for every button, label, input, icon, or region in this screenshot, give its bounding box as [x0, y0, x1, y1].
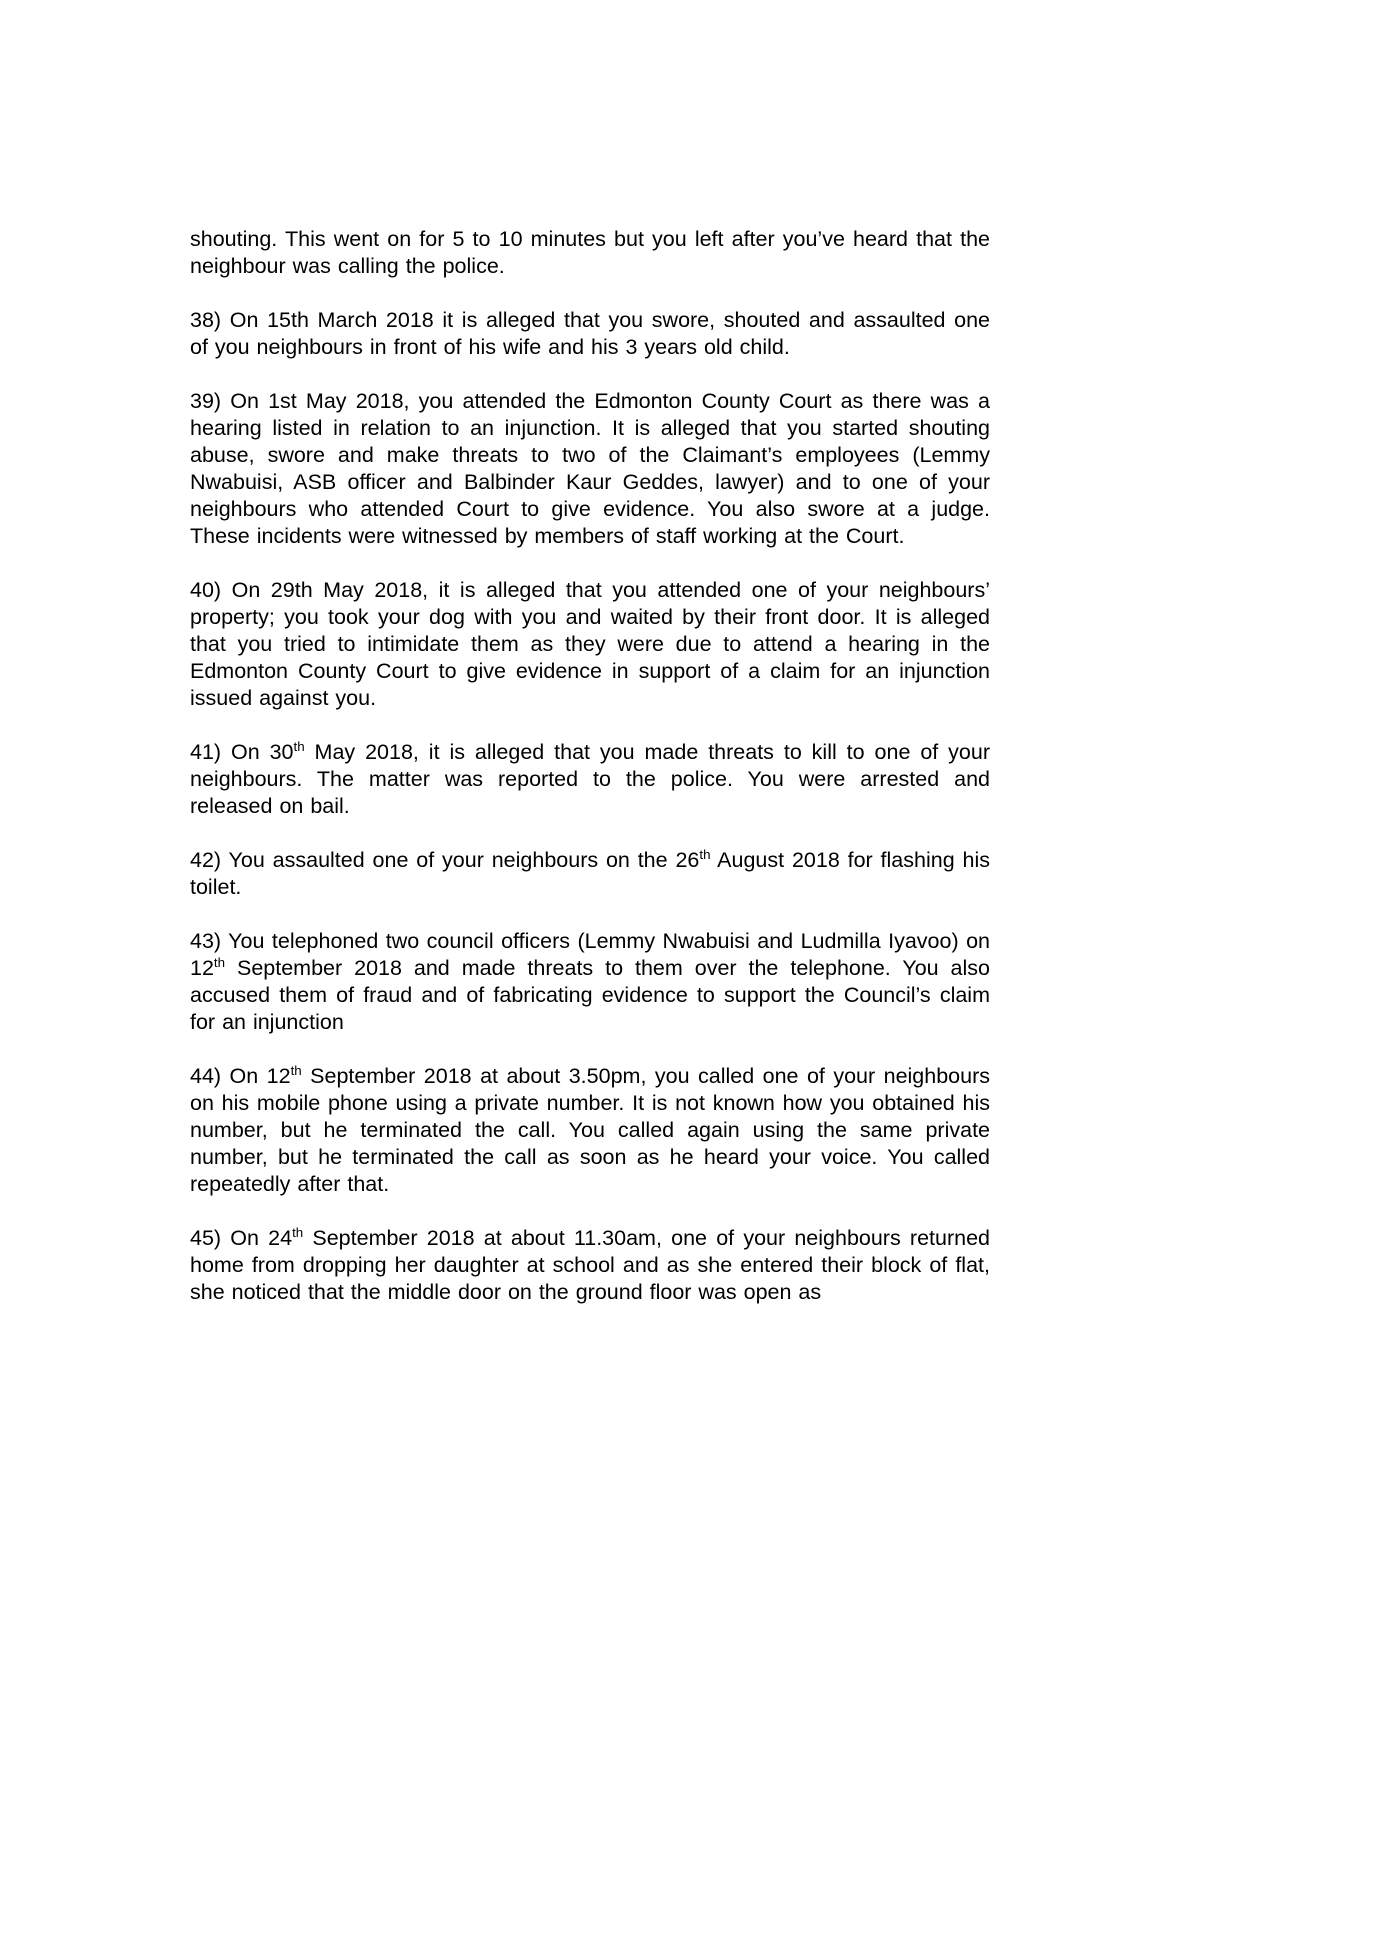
ordinal-superscript: th [699, 846, 711, 862]
paragraph-item-45: 45) On 24th September 2018 at about 11.30am, one of your neighbours returned home from dropping her daughter at school and as she entered their block of flat, she noticed that the middle door on the ground floor was open as [190, 1224, 990, 1304]
paragraph-item-40: 40) On 29th May 2018, it is alleged that you attended one of your neighbours’ property; you took your dog with you and waited by their front door. It is alleged that you tried to intimidate them as they were due to attend a hearing in the Edmonton County Court to give evidence in support of a claim for an injunction issued against you. [190, 578, 990, 710]
ordinal-superscript: th [213, 954, 226, 970]
ordinal-superscript: th [293, 738, 305, 754]
paragraph-item-43: 43) You telephoned two council officers (Lemmy Nwabuisi and Ludmilla Iyavoo) on 12th September 2018 and made threats to them over the telephone. You also accused them of fraud and of fabricating evidence to support the Council’s claim for an injunction [190, 929, 990, 1034]
ordinal-superscript: th [292, 1224, 304, 1240]
paragraph-item-42: 42) You assaulted one of your neighbours on the 26th August 2018 for flashing his toilet. [190, 846, 990, 899]
paragraph-item-39: 39) On 1st May 2018, you attended the Edmonton County Court as there was a hearing listed in relation to an injunction. It is alleged that you started shouting abuse, swore and make threats to two of the Claimant’s employees (Lemmy Nwabuisi, ASB officer and Balbinder Kaur Geddes, lawyer) and to one of your neighbours who attended Court to give evidence. You also swore at a judge. These incidents were witnessed by members of staff working at the Court. [190, 389, 990, 548]
paragraph-item-38: 38) On 15th March 2018 it is alleged that you swore, shouted and assaulted one of you neighbours in front of his wife and his 3 years old child. [190, 308, 990, 359]
document-body [190, 226, 990, 1306]
paragraph-continuation: shouting. This went on for 5 to 10 minutes but you left after you’ve heard that the neighbour was calling the police. [190, 227, 990, 278]
paragraph-item-44: 44) On 12th September 2018 at about 3.50pm, you called one of your neighbours on his mobile phone using a private number. It is not known how you obtained his number, but he terminated the call. You called again using the same private number, but he terminated the call as soon as he heard your voice. You called repeatedly after that. [190, 1062, 990, 1196]
paragraph-item-41: 41) On 30th May 2018, it is alleged that you made threats to kill to one of your neighbours. The matter was reported to the police. You were arrested and released on bail. [190, 738, 990, 818]
ordinal-superscript: th [290, 1062, 302, 1078]
